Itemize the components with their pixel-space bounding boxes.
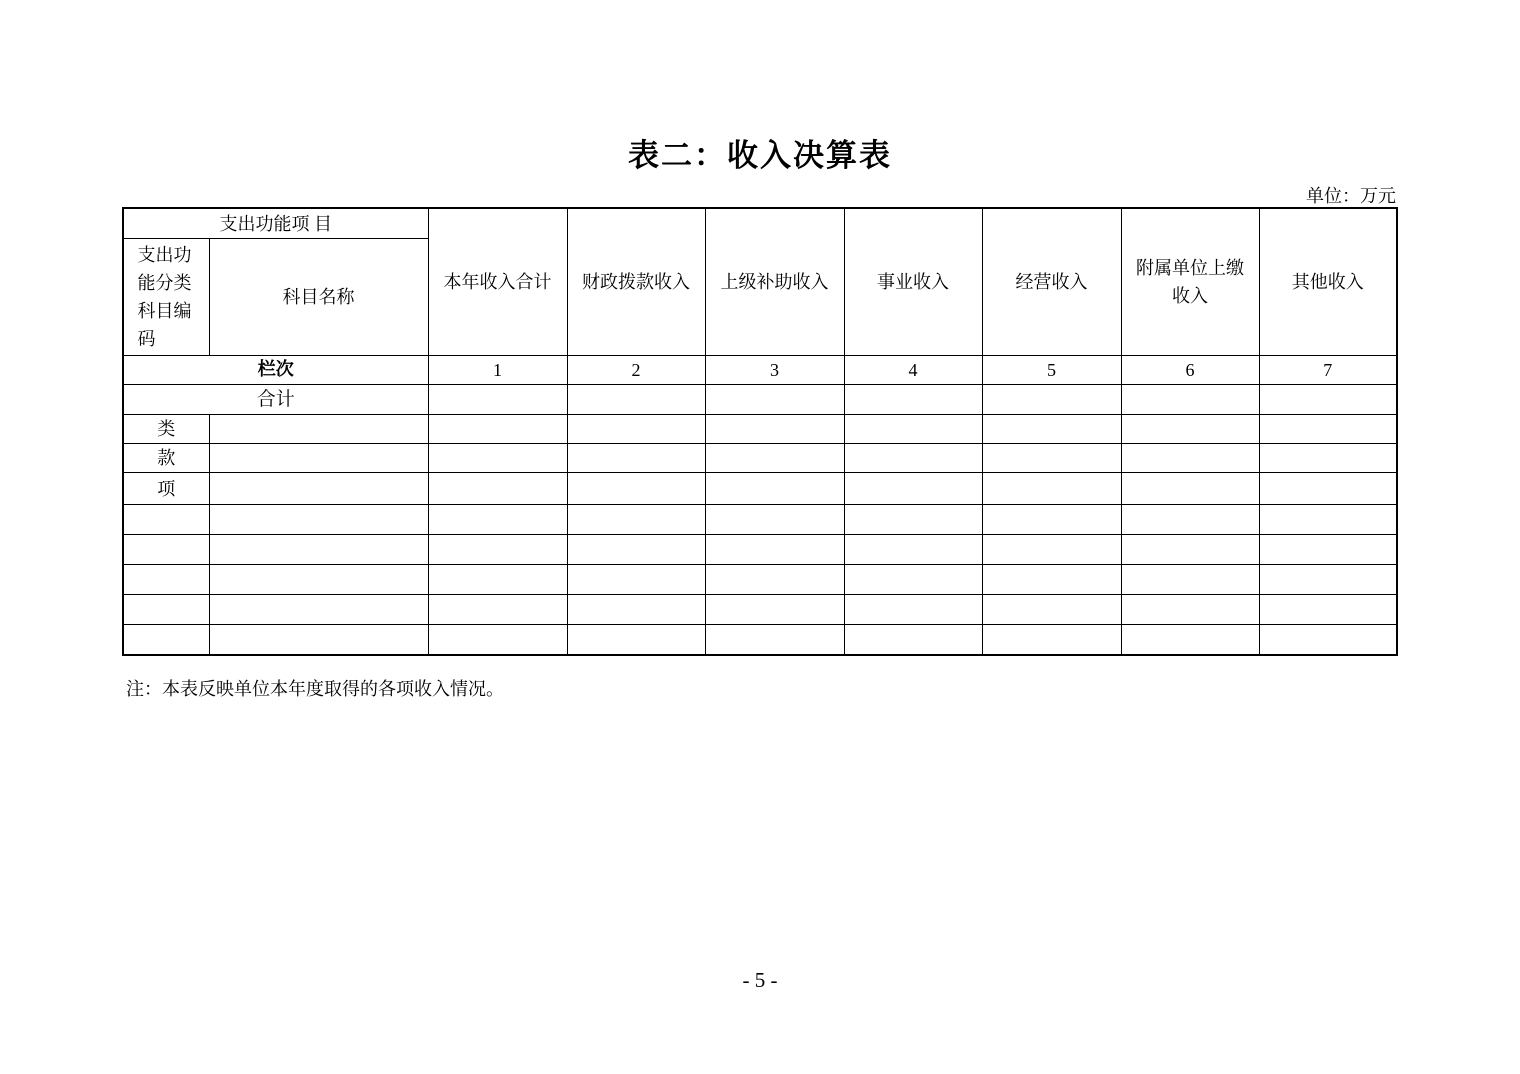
total-cell <box>1121 385 1259 415</box>
table-cell <box>123 505 209 535</box>
empty-row <box>123 565 1397 595</box>
table-cell <box>1121 444 1259 473</box>
column-index-4: 4 <box>844 356 982 385</box>
empty-row <box>123 625 1397 656</box>
table-cell <box>844 505 982 535</box>
table-cell <box>844 415 982 444</box>
income-statement-table <box>122 207 1398 656</box>
column-index-6: 6 <box>1121 356 1259 385</box>
header-col-affiliated-unit-remittance <box>1121 208 1259 356</box>
header-col-business-operation: 经营收入 <box>982 208 1121 356</box>
header-col-superior-subsidy: 上级补助收入 <box>705 208 844 356</box>
table-cell <box>982 415 1121 444</box>
table-cell <box>567 505 705 535</box>
table-cell <box>1121 595 1259 625</box>
table-cell <box>209 595 428 625</box>
header-col-current-year-total: 本年收入合计 <box>428 208 567 356</box>
empty-row <box>123 595 1397 625</box>
table-cell <box>1259 625 1397 656</box>
level-label-item: 项 <box>123 473 209 505</box>
page-number: - 5 - <box>742 968 778 992</box>
total-row <box>123 385 1397 415</box>
header-function-code <box>123 239 209 356</box>
table-cell <box>982 473 1121 505</box>
table-cell <box>209 535 428 565</box>
total-cell <box>705 385 844 415</box>
header-row-group <box>123 208 1397 239</box>
table-cell <box>705 595 844 625</box>
table-cell <box>1259 444 1397 473</box>
empty-row <box>123 505 1397 535</box>
table-cell <box>428 415 567 444</box>
table-cell <box>209 415 428 444</box>
table-cell <box>428 505 567 535</box>
table-cell <box>428 444 567 473</box>
table-cell <box>844 473 982 505</box>
table-cell <box>844 625 982 656</box>
table-cell <box>705 473 844 505</box>
table-cell <box>1259 565 1397 595</box>
total-cell <box>428 385 567 415</box>
table-cell <box>705 625 844 656</box>
column-index-7: 7 <box>1259 356 1397 385</box>
column-index-3: 3 <box>705 356 844 385</box>
table-cell <box>705 535 844 565</box>
table-cell <box>982 595 1121 625</box>
table-cell <box>428 595 567 625</box>
level-row-item <box>123 473 1397 505</box>
header-col-affiliated-unit-remittance-label: 附属单位上缴收入 <box>1136 258 1244 306</box>
header-function-code-label: 支出功能分类科目编码 <box>137 245 192 349</box>
table-cell <box>705 415 844 444</box>
table-cell <box>567 415 705 444</box>
table-cell <box>123 625 209 656</box>
header-col-operating-business: 事业收入 <box>844 208 982 356</box>
total-cell <box>1259 385 1397 415</box>
column-index-row <box>123 356 1397 385</box>
header-col-other-income: 其他收入 <box>1259 208 1397 356</box>
table-cell <box>844 535 982 565</box>
table-cell <box>1259 415 1397 444</box>
table-cell <box>705 565 844 595</box>
level-row-class <box>123 415 1397 444</box>
header-col-fiscal-appropriation: 财政拨款收入 <box>567 208 705 356</box>
table-cell <box>567 444 705 473</box>
table-cell <box>209 625 428 656</box>
table-cell <box>1121 473 1259 505</box>
column-index-5: 5 <box>982 356 1121 385</box>
header-expenditure-function-group: 支出功能项 目 <box>123 208 428 239</box>
table-cell <box>209 473 428 505</box>
table-cell <box>567 565 705 595</box>
page-title: 表二：收入决算表 <box>628 138 892 174</box>
column-index-label: 栏次 <box>123 356 428 385</box>
column-index-2: 2 <box>567 356 705 385</box>
table-cell <box>567 625 705 656</box>
table-cell <box>1259 473 1397 505</box>
table-cell <box>844 565 982 595</box>
table-cell <box>567 473 705 505</box>
table-cell <box>567 535 705 565</box>
table-cell <box>982 505 1121 535</box>
table-cell <box>209 565 428 595</box>
total-cell <box>982 385 1121 415</box>
table-cell <box>982 565 1121 595</box>
empty-row <box>123 535 1397 565</box>
table-cell <box>428 565 567 595</box>
table-cell <box>844 444 982 473</box>
table-cell <box>1121 415 1259 444</box>
unit-label: 单位：万元 <box>1306 186 1396 206</box>
table-cell <box>982 535 1121 565</box>
table-cell <box>428 535 567 565</box>
table-cell <box>1259 535 1397 565</box>
total-cell <box>567 385 705 415</box>
table-cell <box>428 625 567 656</box>
table-cell <box>705 505 844 535</box>
table-cell <box>982 444 1121 473</box>
table-cell <box>123 595 209 625</box>
table-cell <box>567 595 705 625</box>
total-cell <box>844 385 982 415</box>
table-cell <box>428 473 567 505</box>
table-cell <box>209 444 428 473</box>
table-cell <box>1259 595 1397 625</box>
total-row-label: 合计 <box>123 385 428 415</box>
table-cell <box>123 565 209 595</box>
table-cell <box>1259 505 1397 535</box>
table-cell <box>1121 505 1259 535</box>
level-label-section: 款 <box>123 444 209 473</box>
level-label-class: 类 <box>123 415 209 444</box>
table-cell <box>844 595 982 625</box>
table-cell <box>1121 625 1259 656</box>
table-cell <box>982 625 1121 656</box>
level-row-section <box>123 444 1397 473</box>
table-cell <box>1121 535 1259 565</box>
table-cell <box>209 505 428 535</box>
table-cell <box>705 444 844 473</box>
table-cell <box>1121 565 1259 595</box>
header-subject-name: 科目名称 <box>209 239 428 356</box>
table-cell <box>123 535 209 565</box>
table-note: 注：本表反映单位本年度取得的各项收入情况。 <box>126 679 504 699</box>
column-index-1: 1 <box>428 356 567 385</box>
